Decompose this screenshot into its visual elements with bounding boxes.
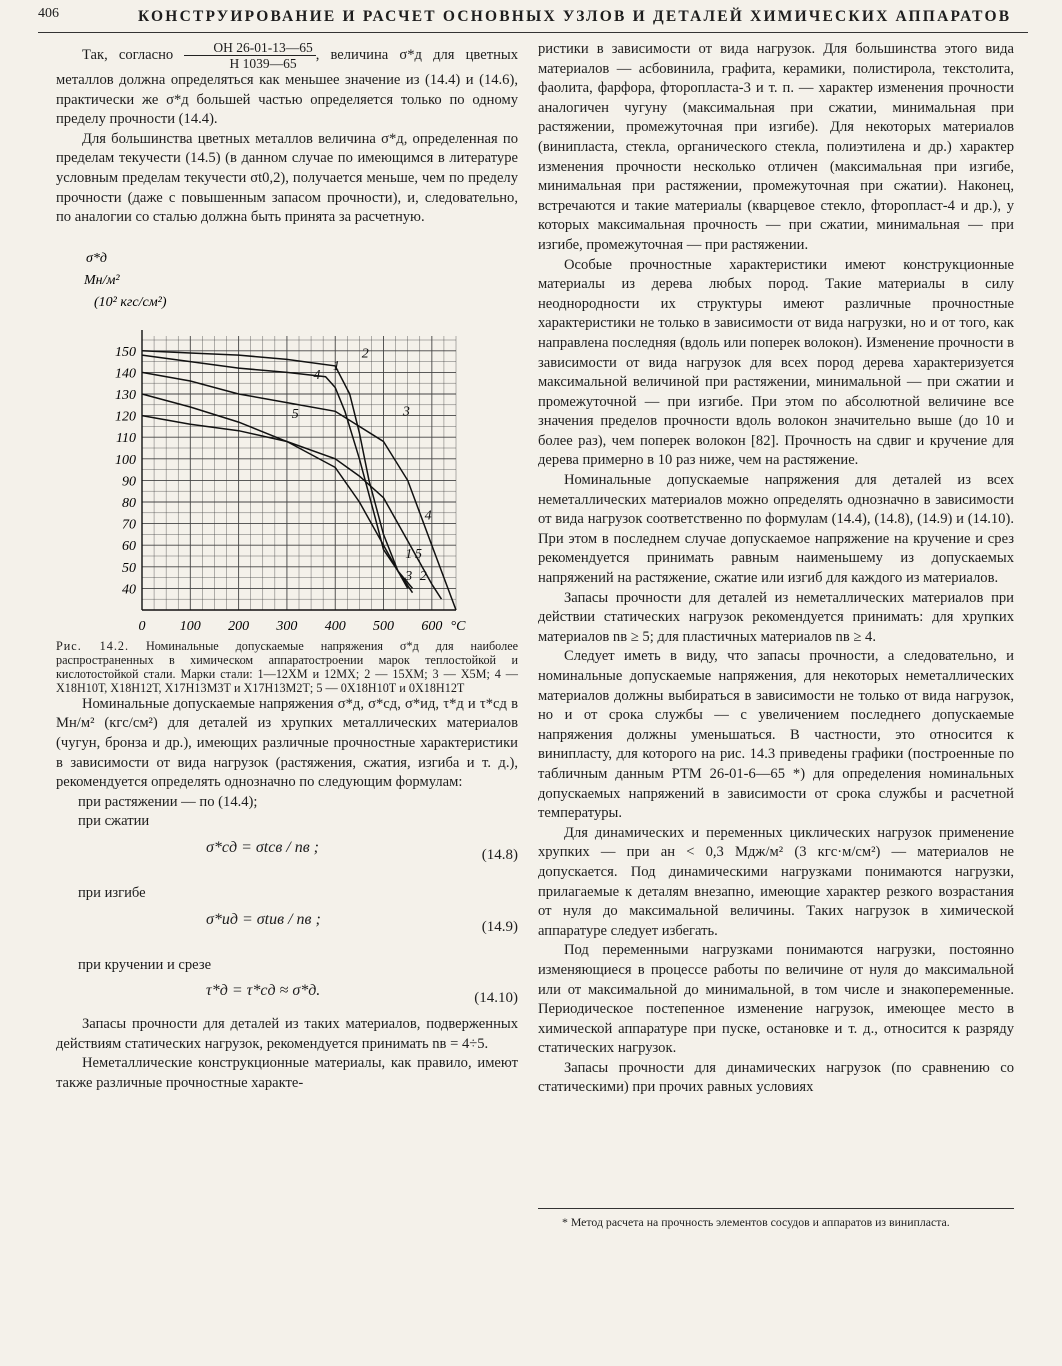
y-tick-label: 70 [122,517,136,533]
equation-14-10: τ*д = τ*сд ≈ σ*д. (14.10) [206,982,518,1007]
x-axis-label: °C [450,618,466,634]
curve-label: 1 [332,358,340,374]
y-tick-label: 110 [116,430,136,446]
curve-label: 3 [402,404,410,420]
x-tick-label: 0 [138,618,146,634]
paragraph-4: Запасы прочности для деталей из таких материалов, подверженных действиям статических нагрузок, рекомендуется принимать nв = 4÷5. [56,1016,518,1052]
paragraph-5: Неметаллические конструкционные материалы, как правило, имеют также различные прочностные характе- [56,1055,518,1091]
y-tick-label: 140 [115,366,136,382]
y-tick-label: 90 [122,474,136,490]
series-line-2 [142,351,413,593]
x-tick-label: 500 [373,618,395,634]
paragraph-r6: Для динамических и переменных циклических нагрузок применение хрупких — при aн < 0,3 Мдж/м² (3 кгс·м/см²) — материалов не допускается. Под динамическими нагрузками понимаются нагрузки, прилагаемые к деталям внезапно, имеющие характер резкого возрастания от нуля до максимальной величины. Таких нагрузок в химической аппаратуре следует избегать. [538,824,1014,939]
chart-svg [56,232,518,637]
left-column [56,40,518,1093]
y-tick-label: 80 [122,495,136,511]
paragraph-r5: Следует иметь в виду, что запасы прочности, а следовательно, и номинальные допускаемые напряжения, для некоторых неметаллических материалов должны выбираться в зависимости не только от вида нагрузок, но и от срока службы — с увеличением последнего допускаемые напряжения должны уменьшаться. В частности, это относится к винипласту, для которого на рис. 14.3 приведены графики (построенные по табличным данным РТМ 26-01-6—65 *) для определения номинальных допускаемых напряжений в зависимости от срока службы и расчетной температуры. [538,648,1014,822]
paragraph-1: Так, согласно $\frac{ОН 26-01-13—65}{Н 1039—65}$ , величина σ*д для цветных металлов должна определяться как меньшее значение из (14.4) и (14.6), практически же σ*д большей частью определяется только по одному пределу прочности (14.4). [56,40,518,128]
paragraph-r1: ристики в зависимости от вида нагрузок. Для большинства этого вида материалов — асбовинила, графита, керамики, полистирола, текстолита, фаолита, фарфора, фторопласта-3 и т. п. — характер изменения прочности аналогичен чугуну (максимальная при сжатии, минимальная при растяжении, промежуточная при изгибе). Для некоторых материалов (винипласта, стекла, органического стекла, полиэтилена и др.) характер изменения прочности несколько отличен (максимальная при изгибе, минимальная при растяжении, промежуточная при сжатии). Наконец, встречаются и такие материалы (кварцевое стекло, фторопласт-4 и др.), у которых максимальная прочность — при сжатии, минимальная — при изгибе, промежуточная — при растяжении. [538,41,1014,253]
list-line-compression: при сжатии [78,813,150,830]
curve-label: 4 [424,508,432,524]
equation-14-8: σ*сд = σtсв / nв ; (14.8) [206,838,518,863]
curve-label: 3 [405,568,413,584]
paragraph-r3: Номинальные допускаемые напряжения для деталей из всех неметаллических материалов можно определять однозначно в зависимости от вида нагрузок соответственно по формулам (14.4), (14.8), (14.9) и (14.10). При этом в последнем случае допускаемое напряжение на кручение и срез рекомендуется принимать равным наименьшему из допускаемых напряжений на растяжение, сжатие или изгиб для каждого из материалов. [538,472,1014,587]
y-tick-label: 130 [115,387,136,403]
figure-caption: Рис. 14.2. Номинальные допускаемые напряжения σ*д для наиболее распространенных в химическом аппаратостроении марок теплостойкой и кислотостойкой стали. Марки стали: 1—12ХМ и 12МХ; 2 — 15ХМ; 3 — Х5М; 4 — Х18Н10Т, Х18Н12Т, Х17Н13М3Т и Х17Н13М2Т; 5 — 0Х18Н10Т и 0Х18Н12Т [56,638,519,695]
paragraph-r4: Запасы прочности для деталей из неметаллических материалов при действии статических нагрузок рекомендуется принимать: для хрупких материалов nв ≥ 5; для пластичных материалов nв ≥ 4. [538,589,1014,645]
paragraph-r7: Под переменными нагрузками понимаются нагрузки, постоянно изменяющиеся в процессе работы по величине от нуля до максимальной или от максимальной до минимальной, в том числе и знакопеременные. Периодическое постепенное изменение нагрузок, имеющее место в химической аппаратуре при пуске, остановке и т. д., относится к разряду статических нагрузок. [538,942,1014,1057]
y-tick-label: 100 [115,452,136,468]
running-title: КОНСТРУИРОВАНИЕ И РАСЧЕТ ОСНОВНЫХ УЗЛОВ И ДЕТАЛЕЙ ХИМИЧЕСКИХ АППАРАТОВ [138,8,1012,25]
y-tick-label: 120 [115,409,136,425]
list-line-tension: при растяжении — по (14.4); [78,793,258,810]
x-tick-label: 400 [324,618,346,634]
x-tick-label: 300 [276,618,298,634]
x-tick-label: 200 [228,618,250,634]
page-number: 406 [38,6,59,21]
equation-14-9: σ*ид = σtив / nв ; (14.9) [206,910,518,935]
series-line-1 [142,355,413,588]
series-line-5 [142,415,442,599]
y-axis-label: σ*д [86,250,107,266]
curve-label: 2 [419,568,427,584]
running-header [38,6,1028,33]
paragraph-r8: Запасы прочности для динамических нагрузок (по сравнению со статическими) при прочих равных условиях [538,1059,1014,1096]
y-tick-label: 40 [122,582,136,598]
list-line-bending: при изгибе [78,884,146,901]
curve-label: 5 [414,546,422,562]
curve-label: 1 [405,546,413,562]
paragraph-3: Номинальные допускаемые напряжения σ*д, σ*сд, σ*ид, τ*д и τ*сд в Мн/м² (кгс/см²) для деталей из хрупких металлических материалов (чугун, бронза и др.), имеющих различные прочностные характеристики в зависимости от вида нагрузок (растяжения, сжатия, изгиба и т. д.), рекомендуется определять однозначно по следующим формулам: [56,695,518,791]
x-tick-label: 100 [179,618,201,634]
y-axis-label: Мн/м² [84,272,120,288]
y-tick-label: 50 [122,560,136,576]
curve-label: 4 [313,367,321,383]
paragraph-2: Для большинства цветных металлов величина σ*д, определенная по пределам текучести (14.5) (в данном случае по имеющимся в литературе условным пределам текучести σt0,2), получается меньше, чем по пределу прочности (даже с повышенным запасом прочности), и, следовательно, по аналогии со сталью должна быть принята за расчетную. [56,130,518,226]
y-tick-label: 60 [122,538,136,554]
curve-label: 5 [291,406,299,422]
right-column [538,40,1014,1098]
footnote: * Метод расчета на прочность элементов сосудов и аппаратов из винипласта. [538,1208,1014,1229]
figure-14-2-chart [56,232,518,637]
list-line-torsion: при кручении и срезе [78,956,212,973]
curve-label: 2 [361,346,369,362]
standard-fraction: $\frac{ОН 26-01-13—65}{Н 1039—65}$ [184,40,315,71]
y-axis-label: (10² кгс/см²) [94,294,167,310]
x-tick-label: 600 [421,618,443,634]
paragraph-r2: Особые прочностные характеристики имеют конструкционные материалы из дерева любых пород. Такие материалы в силу неоднородности их структуры имеют различные прочностные характеристики не только в зависимости от вида нагрузки, но и от того, как направлена последняя (вдоль или поперек волокон). Изменение прочности в зависимости от вида нагрузок для всех пород дерева характеризуется максимальной величиной при растяжении, минимальной — при сжатии и промежуточной — при изгибе. При этом по абсолютной величине все значения пределов прочности вдоль волокон значительно выше (до 10 и более раз), чем поперек волокон [82]. Прочность на сдвиг и кручение для дерева примерно в 10 раз ниже, чем на растяжение. [538,256,1014,469]
y-tick-label: 150 [115,344,136,360]
